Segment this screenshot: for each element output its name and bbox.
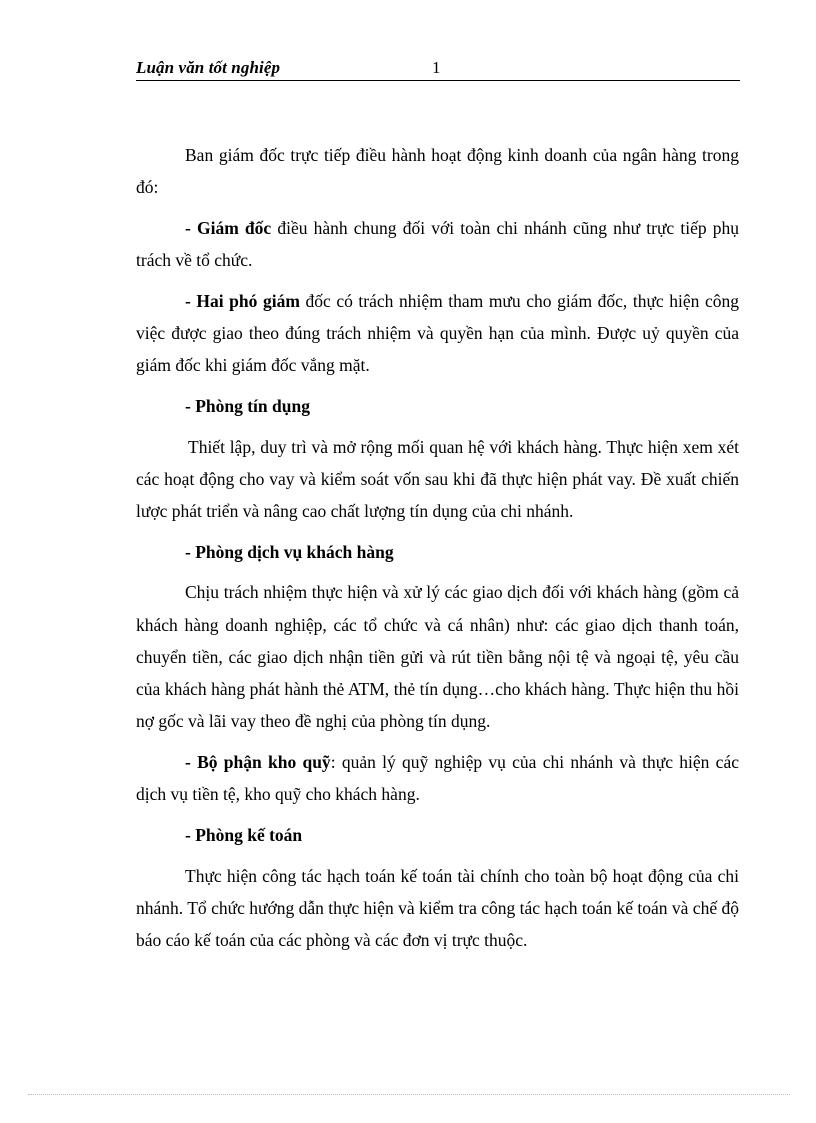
heading-phong-tin-dung: - Phòng tín dụng bbox=[185, 395, 310, 416]
page-number: 1 bbox=[432, 58, 441, 77]
paragraph-kho-quy bbox=[136, 746, 739, 810]
paragraph-phong-dich-vu: Chịu trách nhiệm thực hiện và xử lý các giao dịch đối với khách hàng (gồm cả khách hàng doanh nghiệp, các tổ chức và cá nhân) như: các giao dịch thanh toán, chuyển tiền, các giao dịch nhận tiền gửi và rút tiền bằng nội tệ và ngoại tệ, yêu cầu của khách hàng phát hành thẻ ATM, thẻ tín dụng…cho khách hàng. Thực hiện thu hồi nợ gốc và lãi vay theo đề nghị của phòng tín dụng. bbox=[136, 582, 739, 732]
paragraph-phong-ke-toan: Thực hiện công tác hạch toán kế toán tài chính cho toàn bộ hoạt động của chi nhánh. Tổ chức hướng dẫn thực hiện và kiểm tra công tác hạch toán kế toán và chế độ báo cáo kế toán của các phòng và các đơn vị trực thuộc. bbox=[136, 865, 739, 950]
paragraph-pho-giam-doc bbox=[136, 285, 739, 382]
paragraph-giam-doc bbox=[136, 212, 739, 276]
paragraph-ban-giam-doc: Ban giám đốc trực tiếp điều hành hoạt động kinh doanh của ngân hàng trong đó: bbox=[136, 145, 739, 198]
heading-phong-ke-toan: - Phòng kế toán bbox=[185, 824, 303, 845]
heading-phong-dich-vu: - Phòng dịch vụ khách hàng bbox=[185, 541, 394, 562]
page-header bbox=[136, 58, 740, 81]
paragraph-pho-giam-doc-text: đốc có trách nhiệm tham mưu cho giám đốc, thực hiện công việc được giao theo đúng trách nhiệm và quyền hạn của mình. Được uỷ quyền của giám đốc khi giám đốc vắng mặt. bbox=[136, 290, 739, 376]
footer-divider bbox=[28, 1094, 790, 1095]
paragraph-giam-doc-text: điều hành chung đối với toàn chi nhánh cũng như trực tiếp phụ trách về tổ chức. bbox=[136, 217, 739, 271]
document-body bbox=[136, 139, 739, 965]
header-title: Luận văn tốt nghiệp bbox=[136, 58, 281, 77]
term-kho-quy: - Bộ phận kho quỹ bbox=[185, 751, 331, 772]
paragraph-phong-tin-dung: Thiết lập, duy trì và mở rộng mối quan hệ với khách hàng. Thực hiện xem xét các hoạt động cho vay và kiểm soát vốn sau khi đã thực hiện phát vay. Đề xuất chiến lược phát triển và nâng cao chất lượng tín dụng của chi nhánh. bbox=[136, 436, 739, 522]
paragraph-kho-quy-text: : quản lý quỹ nghiệp vụ của chi nhánh và thực hiện các dịch vụ tiền tệ, kho quỹ cho khách hàng. bbox=[136, 751, 739, 805]
term-pho-giam-doc: - Hai phó giám bbox=[185, 290, 300, 311]
term-giam-doc: - Giám đốc bbox=[185, 217, 272, 238]
